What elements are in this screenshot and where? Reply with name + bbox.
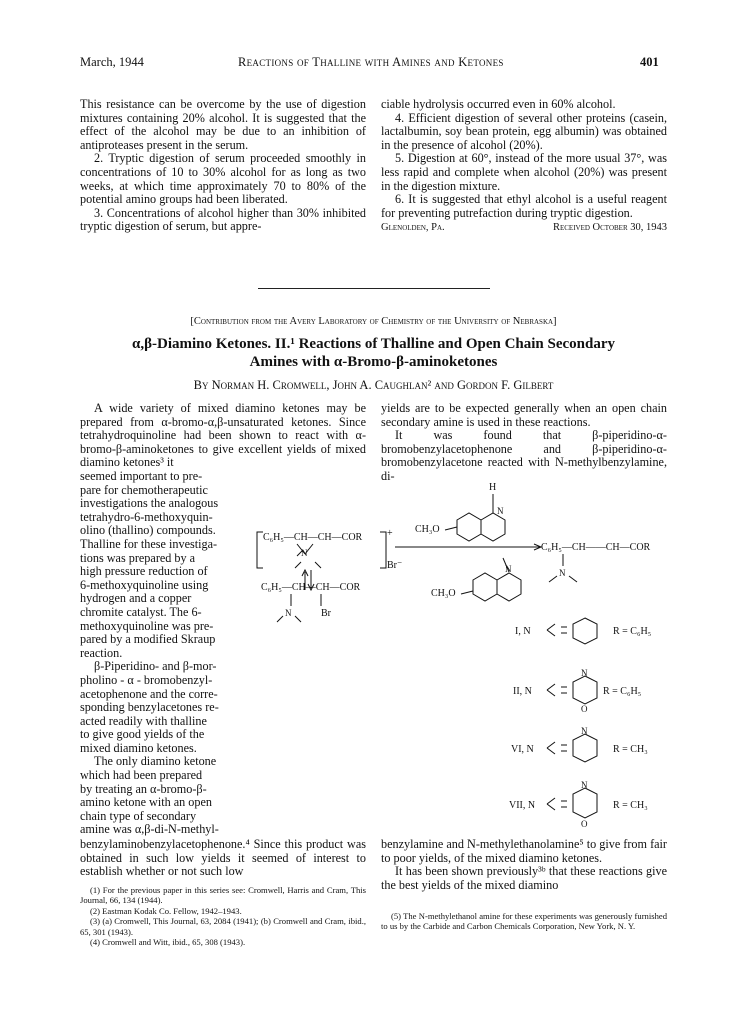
text-line: tetrahydro-6-methoxyquin- (80, 509, 213, 524)
text-line: tions was prepared by a (80, 550, 196, 565)
footnotes-left (80, 885, 366, 947)
bond (277, 616, 283, 622)
paragraph: yields are to be expected generally when an open chain secondary amine is used in these reactions. (381, 401, 667, 429)
text-line: 6-methoxyquinoline using (80, 577, 209, 592)
text-line: olino (thallino) compounds. (80, 523, 216, 538)
text-line: β-Piperidino- and β-mor- (94, 659, 217, 674)
right-bracket (380, 532, 386, 568)
start-formula: C₆H₅—CH—CH—COR (261, 582, 361, 593)
reaction-scheme (245, 470, 670, 832)
compound-vi-ring (547, 734, 597, 762)
bond (295, 562, 301, 568)
n-label: N (497, 506, 504, 516)
compound-i-r: R = C₆H₅ (613, 626, 652, 637)
body-left-top (80, 402, 366, 470)
body-left-bottom (80, 838, 366, 879)
n-label: N (559, 568, 566, 578)
top-right-column (381, 98, 667, 235)
signoff (381, 221, 667, 235)
paragraph: benzylaminobenzylacetophenone.⁴ Since this product was obtained in such low yields it seemed of interest to establish whether or not such low (80, 837, 366, 879)
n-label: N (581, 668, 588, 678)
footnote: (3) (a) Cromwell, This Journal, 63, 2084 (1941); (b) Cromwell and Cram, ibid., 65, 301 (1943). (80, 916, 366, 937)
compound-vii-r: R = CH₃ (613, 800, 648, 811)
paragraph: 6. It is suggested that ethyl alcohol is a useful reagent for preventing putrefaction during tryptic digestion. (381, 192, 667, 220)
benzene-ring (457, 513, 481, 541)
paragraph: It was found that β-piperidino-α-bromobenzylacetophenone and β-piperidino-α-bromobenzylacetone reacted with N-methylbenzylamine, di- (381, 428, 667, 483)
n-label: N (581, 780, 588, 790)
paragraph: A wide variety of mixed diamino ketones may be prepared from α-bromo-α,β-unsaturated ketones. Since tetrahydroquinoline had been shown to react with α-bromo-β-aminoketones to give excellent yields of mixed diamino ketones³ it (80, 401, 366, 470)
text-line: mixed diamino ketones. (80, 740, 197, 755)
compound-ii-r: R = C₆H₅ (603, 686, 642, 697)
text-line: sponding benzylacetones re- (80, 700, 219, 715)
text-line: high pressure reduction of (80, 564, 208, 579)
text-line: pholino - α - bromobenzyl- (80, 672, 213, 687)
start-br-label: Br (321, 608, 331, 619)
text-line: amino ketone with an open (80, 795, 212, 810)
anion-label: Br⁻ (387, 560, 403, 571)
header-date: March, 1944 (80, 55, 144, 69)
compound-vii-id: VII, N (509, 800, 536, 811)
text-line: chain type of secondary (80, 808, 197, 823)
article-title-line1: α,β-Diamino Ketones. II.¹ Reactions of Thalline and Open Chain Secondary (131, 336, 616, 352)
text-line: chromite catalyst. The 6- (80, 604, 202, 619)
paragraph: 3. Concentrations of alcohol higher than 30% inhibited tryptic digestion of serum, but appre- (80, 205, 366, 234)
footnote: (4) Cromwell and Witt, ibid., 65, 308 (1943). (90, 937, 246, 948)
top-left-column (80, 98, 366, 234)
compound-vii-ring (547, 788, 597, 818)
text-line: Thalline for these investiga- (80, 536, 218, 551)
paragraph: 4. Efficient digestion of several other proteins (casein, lactalbumin, soy bean protein, egg albumin) was obtained in the presence of alcohol (20%). (381, 110, 667, 152)
n-label: N (301, 548, 308, 558)
page-number: 401 (640, 55, 659, 69)
bond (315, 562, 321, 568)
compound-ii-id: II, N (513, 686, 532, 697)
text-line: which had been prepared (80, 768, 203, 783)
compound-vi-id: VI, N (511, 744, 534, 755)
paragraph: It has been shown previously³ᵇ that these reactions give the best yields of the mixed diamino (381, 864, 667, 892)
n-label: N (505, 564, 512, 574)
methoxy-label: CH₃O (415, 524, 440, 535)
h-label: H (489, 482, 497, 493)
text-line: acetophenone and the corre- (80, 686, 218, 701)
running-title: Reactions of Thalline with Amines and Ketones (238, 55, 504, 69)
bond (295, 616, 301, 622)
body-right-bottom (381, 838, 667, 892)
n-label: N (285, 608, 292, 618)
footnote: (5) The N-methylethanol amine for these experiments was generously furnished to us by the Carbide and Carbon Chemicals Corporation, New York, N. Y. (381, 911, 667, 932)
body-left-narrow (80, 470, 245, 837)
bond (445, 527, 457, 530)
text-line: hydrogen and a copper (80, 591, 192, 606)
paragraph: 5. Digestion at 60°, instead of the more usual 37°, was less rapid and complete when alcohol (20%) was present in the digestion mixture. (381, 151, 667, 193)
paragraph: ciable hydrolysis occurred even in 60% alcohol. (381, 97, 616, 111)
text-line: acted readily with thalline (80, 713, 207, 728)
compound-i-ring (547, 618, 597, 644)
text-line: by treating an α-bromo-β- (80, 781, 207, 796)
paragraph: 2. Tryptic digestion of serum proceeded smoothly in concentrations of 10 to 30% alcohol for as long as two weeks, at which time approximately 70 to 80% of the potential amino groups had been liberated. (80, 151, 366, 207)
footnote: (1) For the previous paper in this series see: Cromwell, Harris and Cram, This Journal, 66, 134 (1944). (80, 885, 366, 906)
byline: By Norman H. Cromwell, John A. Caughlan² and Gordon F. Gilbert (193, 378, 554, 392)
compound-vi-r: R = CH₃ (613, 744, 648, 755)
text-line: pared by a modified Skraup (80, 632, 216, 647)
text-line: The only diamino ketone (94, 754, 217, 769)
methoxy-label: CH₃O (431, 588, 456, 599)
signoff-place: Glenolden, Pa. (381, 222, 445, 234)
text-line: investigations the analogous (80, 496, 219, 511)
text-line: to give good yields of the (80, 727, 205, 742)
product-formula: C₆H₅—CH——CH—COR (541, 542, 651, 553)
text-line: amine was α,β-di-N-methyl- (80, 822, 219, 837)
separator-rule (258, 288, 490, 289)
bond (569, 576, 577, 582)
signoff-received: Received October 30, 1943 (552, 222, 667, 234)
charge-label: + (387, 528, 393, 539)
bond (549, 576, 557, 582)
text-line: reaction. (80, 645, 123, 660)
paragraph: benzylamine and N-methylethanolamine⁵ to give from fair to poor yields, of the mixed diamino ketones. (381, 837, 667, 865)
n-label: N (581, 726, 588, 736)
o-label: O (581, 819, 588, 829)
article-title-line2: Amines with α-Bromo-β-aminoketones (249, 354, 498, 370)
paragraph: This resistance can be overcome by the use of digestion mixtures containing 20% alcohol. It is suggested that the effect of the alcohol may be due to an inhibition of antiproteases present in the serum. (80, 97, 366, 152)
text-line: seemed important to pre- (80, 469, 203, 483)
contribution-line: [Contribution from the Avery Laboratory of Chemistry of the University of Nebraska] (190, 316, 557, 327)
bond (461, 591, 473, 594)
footnote: (2) Eastman Kodak Co. Fellow, 1942–1943. (90, 905, 242, 916)
text-line: pare for chemotherapeutic (80, 482, 208, 497)
o-label: O (581, 704, 588, 714)
text-line: methoxyquinoline was pre- (80, 618, 214, 633)
benzene-ring (473, 573, 497, 601)
piperidine-ring (497, 573, 521, 601)
piperidine-ring (481, 513, 505, 541)
intermediate-formula: C₆H₅—CH—CH—COR (263, 532, 363, 543)
footnotes-right (381, 911, 667, 932)
compound-ii-ring (547, 676, 597, 704)
compound-i-id: I, N (515, 626, 531, 637)
